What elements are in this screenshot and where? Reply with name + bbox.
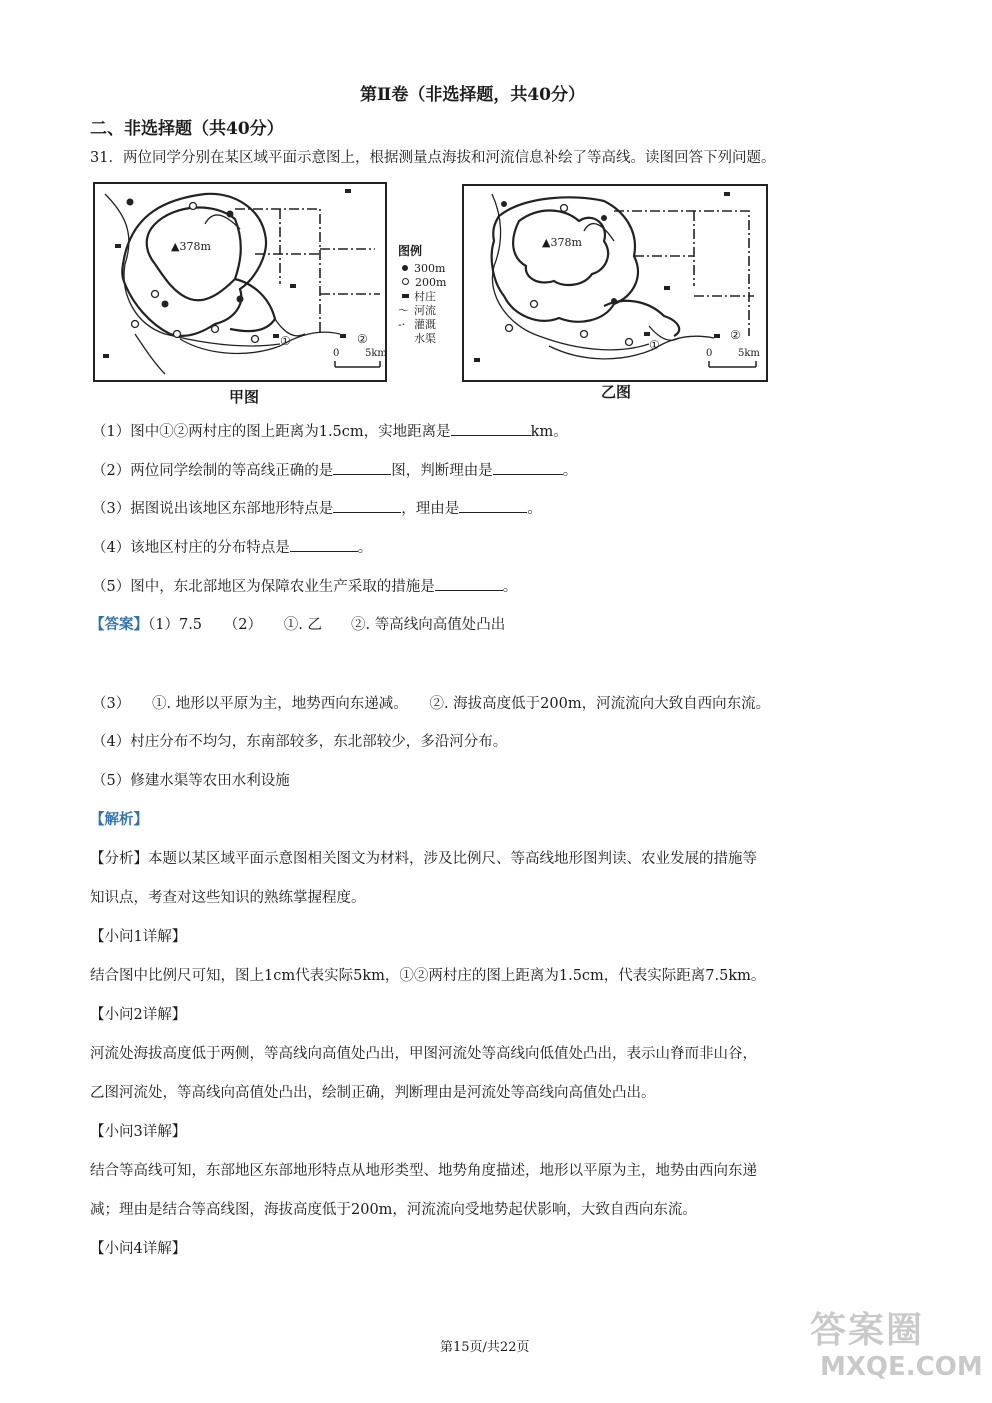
- question-part-4: （4）该地区村庄的分布特点是 。: [92, 537, 372, 558]
- peak-label-yi: ▲378m: [542, 236, 582, 249]
- map-yi-caption: 乙图: [601, 383, 632, 401]
- legend-item-channel-2: 水渠: [414, 332, 436, 345]
- analysis-tag: 【解析】: [90, 811, 148, 828]
- watermark-logo: 答案圈: [810, 1310, 925, 1351]
- scale-label-yi: 5km: [738, 348, 760, 359]
- volume-title: 第Ⅱ卷（非选择题，共40分）: [360, 85, 585, 105]
- legend-item-river: ～ 河流: [398, 304, 436, 317]
- question-part-2: （2）两位同学绘制的等高线正确的是 图，判断理由是 。: [92, 460, 577, 481]
- map-yi: [462, 184, 768, 382]
- q3-body-1: 结合等高线可知，东部地区东部地形特点从地形类型、地势角度描述，地形以平原为主，地势由西向东递: [90, 1163, 757, 1179]
- answer-tag: 【答案】: [90, 616, 148, 633]
- legend-item-200m: 200m: [398, 276, 460, 290]
- scale-label: 5km: [365, 348, 387, 359]
- map-jia: [93, 182, 387, 382]
- analysis-fenxi-1: 【分析】本题以某区域平面示意图相关图文为材料，涉及比例尺、等高线地形图判读、农业发展的措施等: [90, 851, 757, 867]
- watermark-url: MXQE.COM: [820, 1352, 983, 1382]
- scale-zero-yi: 0: [706, 348, 713, 359]
- legend-item-channel: -· 灌溉: [398, 318, 436, 331]
- village-1-label: ①: [280, 334, 291, 348]
- map-yi-svg: [464, 186, 766, 380]
- village-2-label: ②: [357, 332, 368, 346]
- legend-item-300m: 300m: [398, 262, 460, 276]
- question-part-5: （5）图中，东北部地区为保障农业生产采取的措施是 。: [92, 576, 517, 597]
- answer-line-3: （3） ①. 地形以平原为主，地势西向东递减。 ②. 海拔高度低于200m，河流流向大致自西向东流。: [92, 696, 771, 712]
- answer-line-4: （4）村庄分布不均匀，东南部较多，东北部较少，多沿河分布。: [92, 734, 508, 750]
- q2-body-2: 乙图河流处，等高线向高值处凸出，绘制正确，判断理由是河流处等高线向高值处凸出。: [90, 1085, 656, 1101]
- q1-body: 结合图中比例尺可知，图上1cm代表实际5km，①②两村庄的图上距离为1.5cm，代表实际距离7.5km。: [90, 968, 766, 984]
- village-1-label-yi: ①: [649, 338, 660, 352]
- analysis-fenxi-2: 知识点，考查对这些知识的熟练掌握程度。: [90, 890, 366, 906]
- peak-label: ▲378m: [171, 240, 211, 253]
- answer-line-5: （5）修建水渠等农田水利设施: [92, 773, 290, 789]
- map-jia-svg: [95, 184, 385, 380]
- question-stem: 31．两位同学分别在某区域平面示意图上，根据测量点海拔和河流信息补绘了等高线。读图回答下列问题。: [90, 150, 776, 166]
- map-legend: [398, 244, 460, 346]
- q1-heading: 【小问1详解】: [90, 929, 187, 945]
- q2-heading: 【小问2详解】: [90, 1007, 187, 1023]
- question-part-3: （3）据图说出该地区东部地形特点是 ，理由是 。: [92, 498, 542, 519]
- question-part-1: （1）图中①②两村庄的图上距离为1.5cm，实地距离是 km。: [92, 421, 568, 442]
- page-number: 第15页/共22页: [440, 1340, 530, 1355]
- answer-line-1: 【答案】（1）7.5 （2） ①. 乙 ②. 等高线向高值处凸出: [90, 616, 506, 633]
- scale-zero: 0: [333, 348, 340, 359]
- q3-heading: 【小问3详解】: [90, 1124, 187, 1140]
- legend-title: 图例: [398, 244, 423, 258]
- q3-body-2: 减；理由是结合等高线图，海拔高度低于200m，河流流向受地势起伏影响，大致自西向东流。: [90, 1202, 697, 1218]
- map-jia-caption: 甲图: [229, 388, 260, 406]
- section-title: 二、非选择题（共40分）: [90, 119, 284, 139]
- legend-item-village: 村庄: [398, 290, 460, 304]
- village-2-label-yi: ②: [730, 328, 741, 342]
- q4-heading: 【小问4详解】: [90, 1241, 187, 1257]
- q2-body-1: 河流处海拔高度低于两侧，等高线向高值处凸出，甲图河流处等高线向低值处凸出，表示山脊而非山谷，: [90, 1046, 757, 1062]
